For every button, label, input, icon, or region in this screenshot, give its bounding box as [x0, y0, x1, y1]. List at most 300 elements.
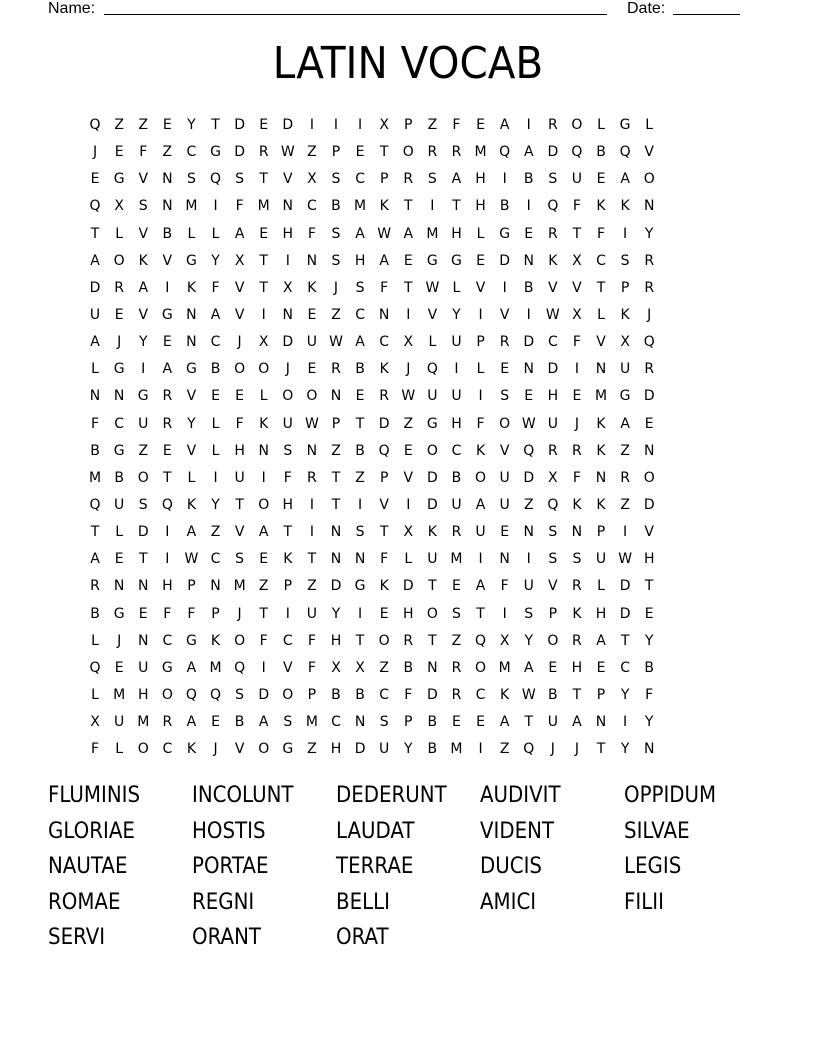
grid-letter: I	[502, 279, 507, 296]
grid-letter: V	[186, 388, 197, 405]
grid-letter: T	[428, 578, 437, 595]
grid-letter: V	[162, 252, 173, 269]
grid-letter: G	[354, 578, 366, 595]
grid-letter: S	[138, 198, 148, 215]
grid-letter: H	[475, 171, 486, 188]
grid-letter: Q	[89, 659, 101, 676]
grid-letter: F	[380, 279, 389, 296]
grid-letter: P	[331, 415, 341, 432]
grid-letter: Y	[187, 415, 196, 432]
grid-letter: P	[379, 469, 389, 486]
word-list-item: PORTAE	[192, 854, 269, 879]
grid-letter: W	[280, 144, 295, 161]
grid-letter: P	[211, 605, 220, 622]
grid-letter: N	[258, 442, 269, 459]
grid-row	[83, 573, 743, 600]
grid-letter: I	[358, 117, 363, 133]
grid-letter: X	[114, 198, 124, 215]
grid-row	[83, 519, 743, 546]
grid-letter: T	[235, 496, 244, 513]
word-list-item: VIDENT	[480, 818, 555, 844]
grid-letter: T	[596, 279, 606, 296]
grid-letter: F	[91, 415, 100, 432]
grid-letter: A	[90, 334, 100, 351]
grid-letter: N	[282, 306, 294, 323]
grid-letter: Y	[211, 496, 220, 513]
word-list-item: DEDERUNT	[336, 783, 447, 808]
grid-letter: T	[283, 524, 293, 541]
word-list-item: NAUTAE	[48, 854, 128, 879]
grid-letter: C	[547, 334, 558, 351]
grid-letter: L	[597, 306, 605, 323]
grid-letter: B	[90, 605, 100, 622]
grid-letter: A	[620, 415, 630, 432]
grid-letter: E	[138, 605, 148, 622]
grid-letter: S	[331, 252, 341, 269]
grid-letter: V	[138, 225, 149, 242]
grid-letter: L	[645, 117, 654, 133]
word-list-item: LEGIS	[624, 854, 682, 879]
grid-letter: I	[141, 361, 146, 378]
grid-letter: F	[572, 198, 581, 215]
grid-letter: L	[91, 686, 99, 703]
grid-row	[83, 166, 743, 193]
grid-letter: P	[596, 686, 606, 703]
grid-letter: I	[623, 225, 628, 242]
grid-letter: U	[475, 524, 486, 541]
grid-letter: G	[619, 388, 631, 405]
grid-letter: U	[427, 551, 438, 568]
grid-letter: K	[596, 198, 606, 215]
grid-letter: V	[234, 279, 245, 296]
grid-letter: A	[162, 361, 173, 378]
grid-letter: E	[162, 334, 172, 351]
grid-letter: U	[379, 741, 390, 758]
grid-letter: S	[427, 171, 437, 188]
grid-row	[83, 302, 743, 329]
page-title: LATIN VOCAB	[272, 38, 544, 89]
grid-letter: M	[426, 225, 439, 242]
grid-letter: S	[524, 605, 534, 622]
grid-letter: T	[138, 551, 148, 568]
grid-letter: T	[163, 469, 172, 486]
grid-letter: T	[90, 225, 100, 242]
grid-letter: Q	[571, 144, 583, 161]
grid-letter: H	[403, 605, 414, 622]
grid-letter: A	[258, 714, 269, 731]
grid-letter: P	[379, 171, 389, 188]
grid-letter: T	[403, 279, 413, 296]
grid-letter: R	[162, 714, 173, 731]
grid-letter: I	[261, 306, 266, 323]
grid-letter: E	[90, 171, 100, 188]
grid-letter: G	[185, 632, 197, 649]
grid-letter: L	[597, 117, 605, 133]
grid-letter: B	[403, 659, 414, 676]
grid-letter: G	[113, 605, 125, 622]
grid-letter: U	[138, 415, 149, 432]
grid-letter: P	[548, 605, 558, 622]
grid-row	[83, 112, 743, 139]
grid-letter: O	[547, 632, 559, 649]
grid-row	[83, 411, 743, 438]
grid-letter: N	[186, 334, 197, 351]
grid-letter: Y	[620, 686, 630, 703]
grid-letter: Q	[475, 632, 487, 649]
grid-letter: P	[404, 117, 413, 133]
grid-letter: I	[526, 551, 531, 568]
grid-letter: A	[138, 279, 149, 296]
grid-letter: U	[547, 415, 558, 432]
grid-letter: J	[285, 361, 290, 378]
grid-letter: Z	[331, 442, 341, 459]
grid-letter: P	[187, 578, 196, 595]
grid-letter: T	[596, 741, 606, 758]
grid-letter: I	[526, 117, 531, 133]
grid-letter: Y	[644, 632, 654, 649]
grid-letter: O	[113, 252, 125, 269]
grid-letter: R	[572, 632, 582, 649]
grid-letter: P	[620, 279, 630, 296]
grid-letter: I	[358, 496, 363, 513]
grid-letter: O	[475, 659, 487, 676]
grid-letter: K	[548, 252, 558, 269]
grid-letter: T	[355, 415, 365, 432]
grid-letter: R	[451, 144, 462, 161]
grid-letter: E	[307, 306, 317, 323]
grid-letter: E	[644, 415, 654, 432]
grid-letter: Z	[403, 415, 414, 432]
grid-letter: G	[426, 252, 438, 269]
grid-letter: R	[547, 442, 558, 459]
grid-letter: G	[185, 252, 197, 269]
grid-letter: F	[91, 741, 100, 758]
grid-letter: A	[210, 306, 221, 323]
grid-letter: K	[186, 279, 197, 296]
grid-letter: Y	[524, 632, 534, 649]
grid-letter: O	[426, 605, 438, 622]
grid-letter: I	[502, 605, 507, 622]
grid-letter: L	[211, 225, 220, 242]
grid-letter: K	[500, 686, 510, 703]
grid-letter: Q	[89, 198, 101, 215]
grid-letter: V	[499, 306, 510, 323]
grid-letter: K	[379, 578, 389, 595]
grid-letter: Z	[307, 741, 317, 758]
grid-letter: I	[406, 306, 411, 323]
grid-letter: S	[235, 686, 245, 703]
grid-letter: G	[451, 252, 462, 269]
grid-letter: F	[476, 415, 485, 432]
grid-letter: C	[451, 442, 462, 459]
grid-letter: S	[572, 551, 582, 568]
grid-letter: F	[235, 198, 244, 215]
grid-letter: S	[548, 551, 558, 568]
grid-letter: A	[451, 171, 462, 188]
grid-letter: Y	[187, 117, 196, 133]
grid-letter: A	[475, 496, 486, 513]
grid-letter: D	[234, 144, 245, 161]
word-list-item: ORAT	[336, 925, 389, 950]
grid-letter: Y	[644, 225, 654, 242]
grid-letter: Q	[161, 496, 173, 513]
grid-letter: M	[233, 578, 246, 595]
grid-letter: I	[454, 361, 459, 378]
grid-letter: M	[474, 144, 487, 161]
grid-letter: Y	[644, 714, 654, 731]
grid-letter: D	[89, 279, 101, 296]
grid-letter: I	[285, 605, 290, 622]
grid-letter: N	[427, 659, 438, 676]
grid-letter: S	[548, 171, 558, 188]
grid-letter: Y	[403, 741, 413, 758]
grid-letter: M	[89, 469, 102, 486]
grid-letter: F	[645, 686, 654, 703]
grid-letter: W	[545, 306, 560, 323]
grid-letter: N	[330, 388, 342, 405]
grid-letter: E	[259, 551, 269, 568]
grid-letter: F	[452, 117, 461, 133]
grid-row	[83, 356, 743, 383]
grid-letter: X	[499, 632, 510, 649]
grid-letter: X	[379, 117, 389, 133]
grid-letter: M	[113, 686, 126, 703]
grid-letter: A	[186, 524, 197, 541]
grid-letter: Q	[378, 442, 390, 459]
grid-letter: N	[643, 198, 655, 215]
grid-letter: I	[623, 714, 628, 731]
grid-letter: V	[499, 442, 510, 459]
grid-letter: C	[475, 686, 486, 703]
grid-letter: A	[379, 252, 389, 269]
grid-letter: V	[427, 306, 438, 323]
grid-letter: X	[572, 252, 582, 269]
grid-row	[83, 275, 743, 302]
grid-letter: T	[476, 605, 485, 622]
grid-letter: F	[307, 632, 316, 649]
grid-letter: I	[526, 198, 531, 215]
grid-letter: E	[259, 117, 269, 133]
grid-letter: U	[499, 469, 510, 486]
grid-letter: B	[499, 198, 510, 215]
grid-letter: K	[572, 496, 582, 513]
grid-letter: B	[427, 741, 438, 758]
grid-letter: I	[309, 524, 314, 541]
grid-letter: H	[475, 198, 486, 215]
grid-letter: L	[259, 388, 268, 405]
grid-letter: S	[500, 388, 510, 405]
grid-letter: H	[282, 496, 294, 513]
grid-letter: K	[379, 198, 389, 215]
grid-letter: J	[92, 144, 98, 161]
grid-row	[83, 628, 743, 655]
grid-letter: H	[354, 252, 366, 269]
grid-letter: A	[596, 632, 606, 649]
grid-letter: I	[478, 306, 483, 323]
grid-letter: E	[114, 659, 124, 676]
grid-letter: N	[595, 469, 607, 486]
grid-letter: X	[355, 659, 365, 676]
grid-letter: K	[620, 306, 630, 323]
grid-letter: A	[499, 714, 510, 731]
grid-letter: B	[162, 225, 173, 242]
grid-letter: H	[643, 551, 655, 568]
grid-letter: L	[597, 578, 605, 595]
grid-letter: E	[524, 388, 534, 405]
grid-letter: G	[113, 442, 125, 459]
grid-letter: R	[307, 469, 317, 486]
grid-letter: E	[452, 714, 461, 731]
grid-letter: G	[113, 171, 125, 188]
grid-letter: B	[596, 144, 606, 161]
grid-letter: D	[619, 578, 631, 595]
grid-letter: E	[355, 144, 365, 161]
grid-letter: I	[213, 469, 218, 486]
grid-letter: B	[331, 686, 341, 703]
grid-letter: S	[379, 714, 389, 731]
date-label: Date:	[627, 0, 666, 17]
grid-letter: J	[237, 334, 242, 351]
grid-letter: J	[333, 279, 339, 296]
grid-letter: J	[574, 741, 579, 758]
grid-letter: V	[548, 578, 558, 595]
grid-letter: Z	[307, 578, 317, 595]
grid-letter: V	[475, 279, 486, 296]
grid-letter: F	[139, 144, 148, 161]
grid-letter: N	[378, 306, 390, 323]
grid-letter: I	[574, 361, 579, 378]
grid-letter: L	[476, 225, 485, 242]
grid-letter: A	[620, 171, 630, 188]
grid-letter: R	[451, 659, 462, 676]
grid-letter: N	[523, 252, 534, 269]
grid-letter: C	[379, 686, 390, 703]
date-blank-line	[673, 14, 740, 15]
grid-letter: D	[137, 524, 149, 541]
grid-letter: U	[234, 469, 245, 486]
grid-letter: J	[406, 361, 411, 378]
grid-letter: L	[452, 279, 461, 296]
grid-letter: L	[91, 632, 99, 649]
grid-letter: N	[523, 361, 534, 378]
grid-letter: Z	[331, 306, 341, 323]
grid-letter: T	[428, 632, 437, 649]
grid-letter: I	[285, 252, 290, 269]
grid-letter: F	[235, 415, 244, 432]
grid-letter: W	[304, 415, 319, 432]
grid-letter: B	[523, 279, 534, 296]
grid-letter: S	[355, 524, 365, 541]
grid-letter: V	[403, 469, 414, 486]
grid-letter: F	[572, 469, 581, 486]
grid-letter: C	[596, 252, 606, 269]
grid-letter: C	[355, 306, 365, 323]
grid-letter: O	[571, 117, 583, 133]
grid-letter: U	[571, 171, 583, 188]
grid-letter: T	[572, 686, 582, 703]
grid-letter: V	[644, 144, 654, 161]
grid-letter: U	[595, 551, 607, 568]
name-blank-line	[104, 14, 607, 15]
grid-letter: L	[211, 415, 220, 432]
grid-letter: O	[426, 442, 438, 459]
grid-letter: K	[427, 524, 437, 541]
grid-letter: I	[165, 524, 170, 541]
word-list-item: HOSTIS	[192, 818, 266, 844]
grid-letter: S	[283, 442, 293, 459]
grid-letter: Q	[89, 496, 101, 513]
grid-letter: T	[452, 198, 461, 215]
grid-letter: Z	[499, 741, 510, 758]
grid-letter: R	[620, 469, 630, 486]
grid-letter: F	[572, 334, 581, 351]
grid-letter: N	[113, 578, 125, 595]
grid-letter: N	[137, 632, 149, 649]
grid-letter: W	[329, 334, 343, 351]
grid-letter: Q	[643, 334, 655, 351]
grid-letter: T	[331, 496, 341, 513]
word-list-item: FILII	[624, 889, 664, 915]
grid-letter: N	[210, 578, 221, 595]
word-list-item: ROMAE	[48, 889, 121, 915]
grid-letter: O	[378, 632, 390, 649]
grid-letter: X	[620, 334, 630, 351]
grid-letter: L	[404, 551, 413, 568]
grid-letter: M	[450, 551, 463, 568]
grid-letter: O	[137, 741, 149, 758]
grid-letter: B	[644, 659, 654, 676]
grid-letter: P	[596, 524, 606, 541]
grid-letter: D	[547, 144, 559, 161]
grid-letter: O	[402, 144, 414, 161]
grid-letter: D	[282, 117, 294, 133]
grid-letter: L	[211, 442, 220, 459]
grid-letter: C	[162, 741, 173, 758]
grid-letter: Z	[138, 117, 149, 133]
grid-letter: A	[355, 225, 365, 242]
grid-letter: D	[523, 334, 535, 351]
grid-letter: T	[379, 524, 389, 541]
grid-letter: N	[643, 442, 655, 459]
grid-letter: K	[283, 551, 293, 568]
grid-letter: W	[425, 279, 440, 296]
grid-letter: E	[259, 225, 269, 242]
grid-letter: E	[524, 225, 534, 242]
grid-letter: L	[428, 334, 437, 351]
grid-letter: E	[476, 117, 485, 133]
grid-letter: L	[115, 524, 124, 541]
grid-letter: C	[186, 144, 197, 161]
grid-letter: A	[186, 659, 197, 676]
grid-letter: D	[547, 361, 559, 378]
grid-row	[83, 139, 743, 166]
grid-letter: D	[402, 578, 414, 595]
grid-letter: E	[379, 605, 389, 622]
grid-letter: W	[401, 388, 416, 405]
grid-letter: D	[426, 496, 438, 513]
grid-letter: V	[234, 524, 245, 541]
grid-letter: E	[114, 144, 124, 161]
grid-letter: I	[430, 198, 435, 215]
grid-letter: Q	[426, 361, 438, 378]
grid-letter: T	[211, 117, 220, 133]
grid-letter: X	[234, 252, 245, 269]
grid-letter: F	[307, 225, 316, 242]
grid-letter: O	[258, 361, 270, 378]
grid-letter: K	[186, 741, 197, 758]
grid-letter: T	[644, 578, 654, 595]
grid-letter: F	[259, 632, 268, 649]
